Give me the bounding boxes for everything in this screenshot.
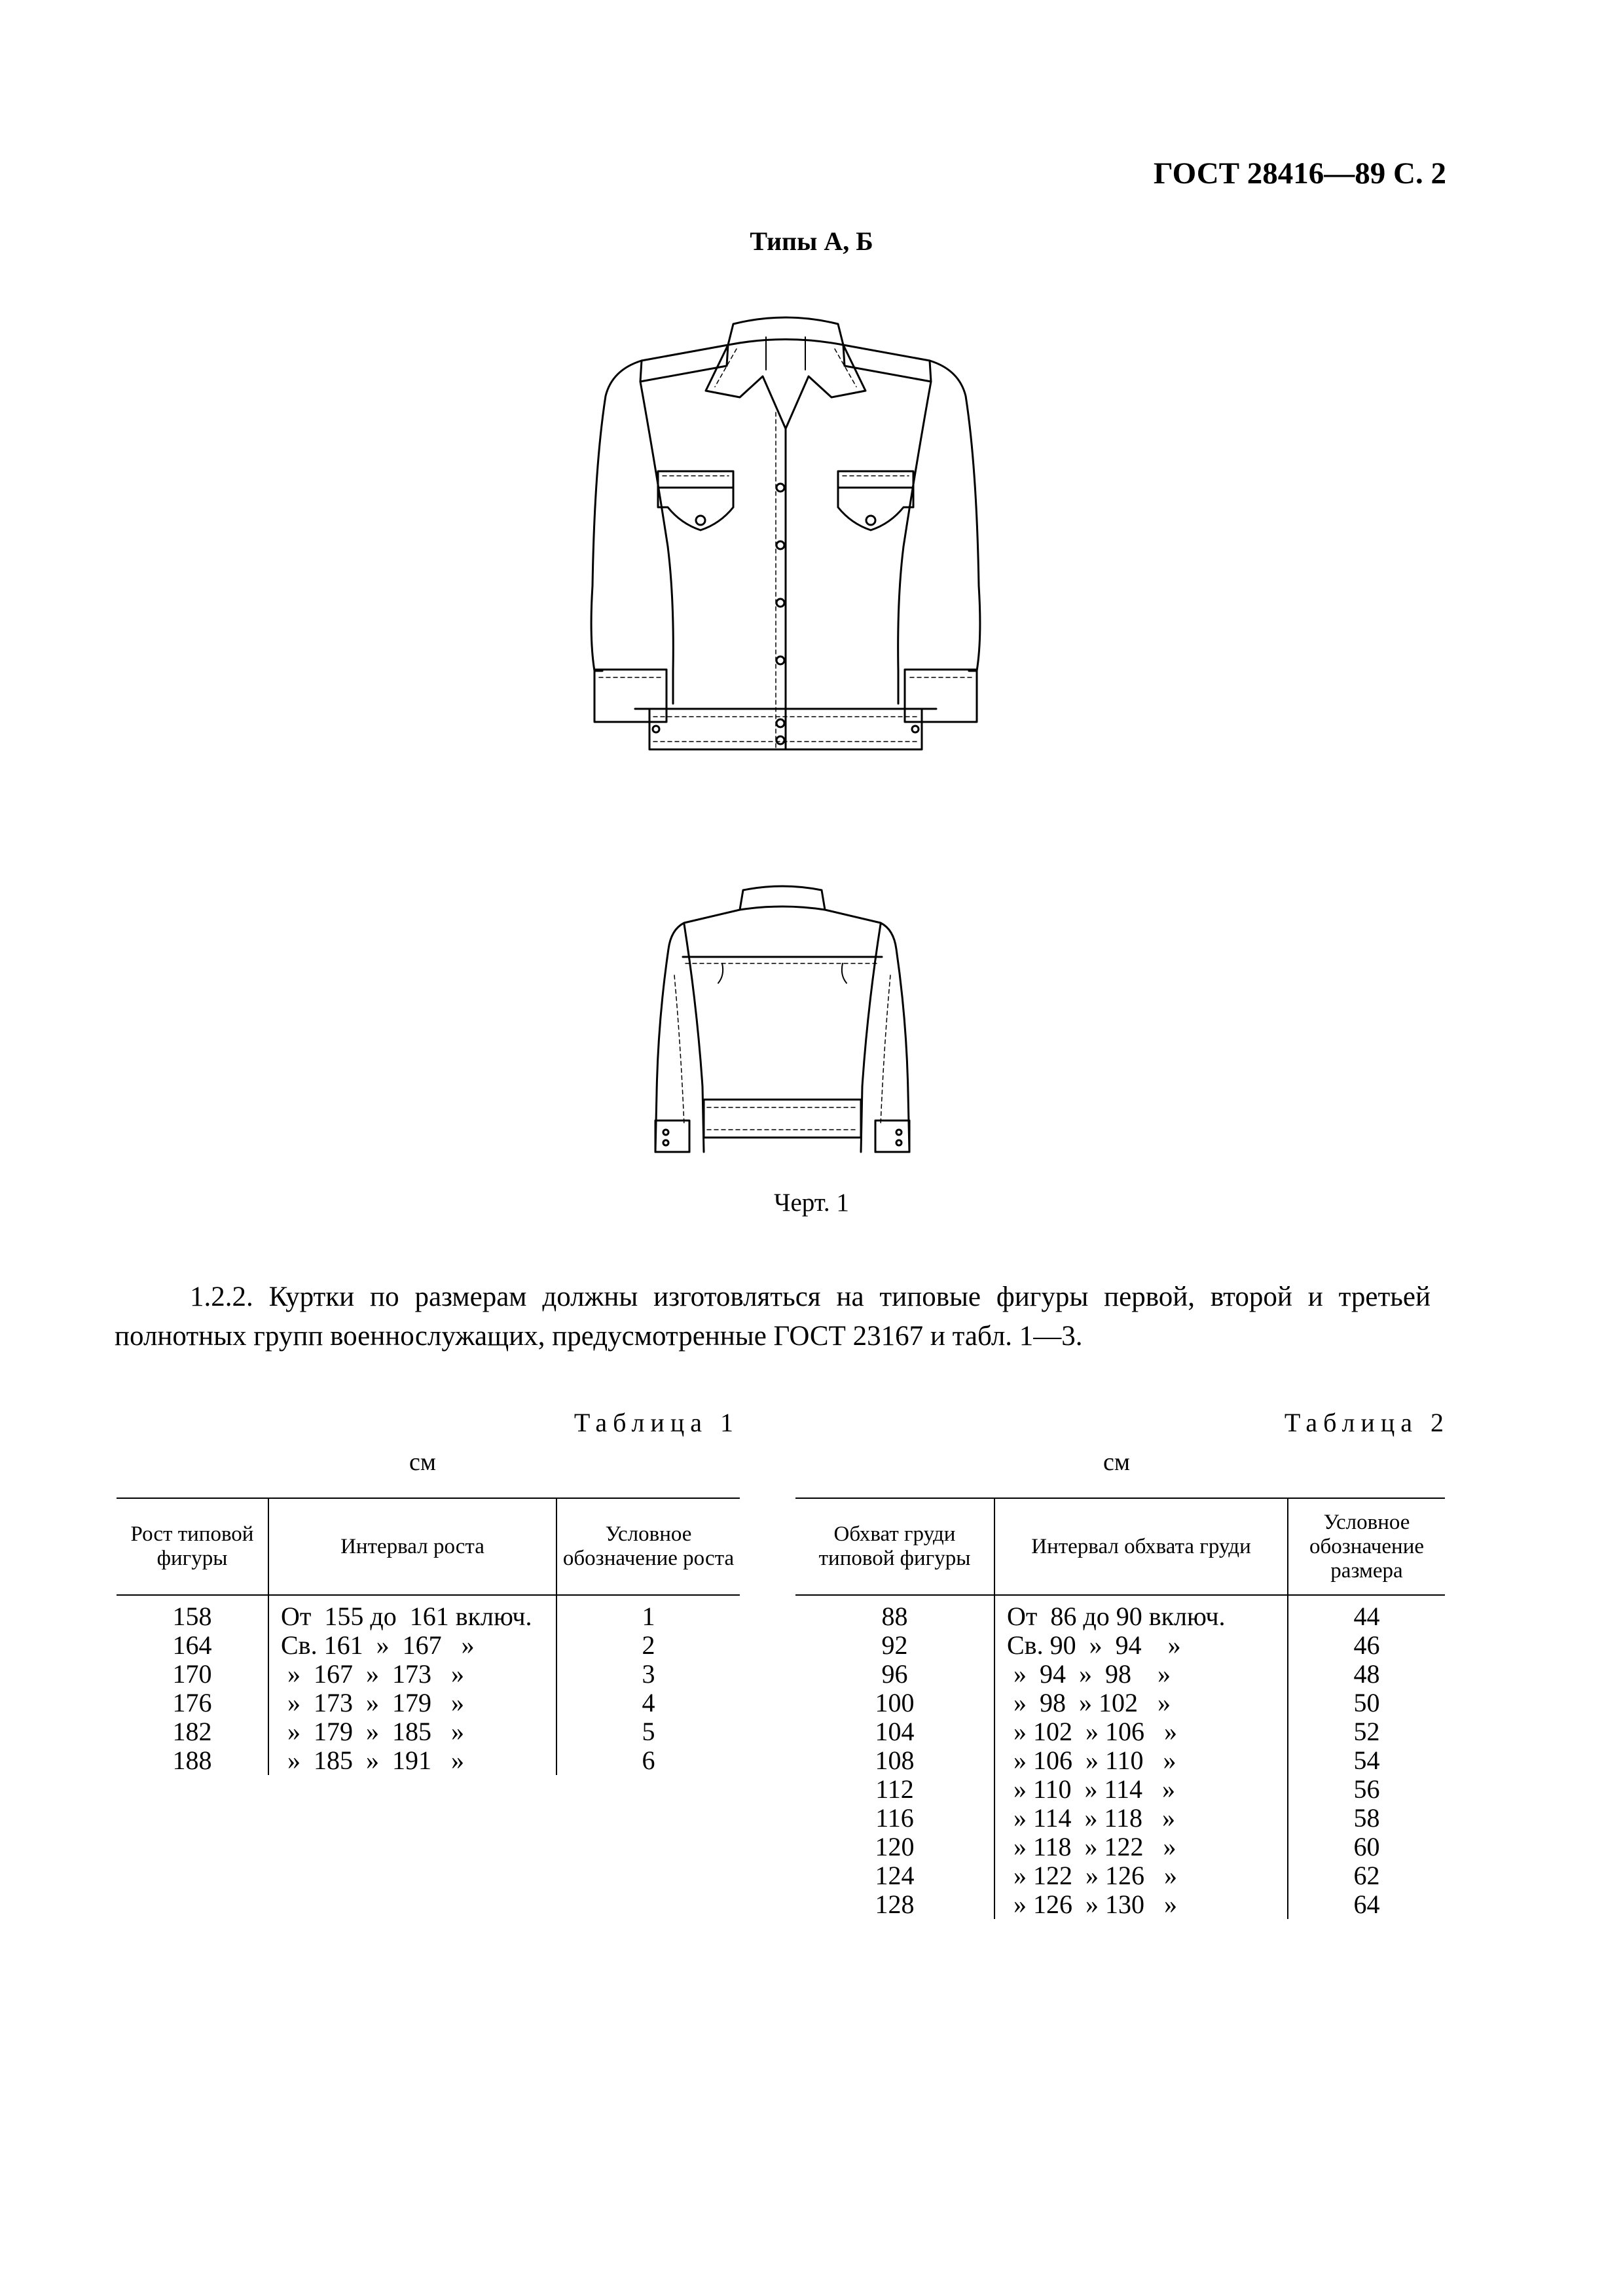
table-row: [795, 1861, 1445, 1890]
table-cell: Св. 90 » 94 »: [994, 1631, 1288, 1660]
table-cell: 100: [875, 1688, 915, 1717]
table-row: [795, 1689, 1445, 1717]
table-cell: 176: [172, 1688, 212, 1717]
table2-caption: Таблица 2: [1284, 1408, 1450, 1437]
table-cell: 108: [875, 1746, 915, 1775]
table-cell: 54: [1288, 1746, 1445, 1775]
table-cell: 164: [172, 1630, 212, 1660]
table-cell: 52: [1288, 1717, 1445, 1746]
table-cell: 158: [172, 1602, 212, 1631]
table-row: [795, 1890, 1445, 1919]
table-cell: » 126 » 130 »: [994, 1890, 1288, 1919]
table-row: [795, 1833, 1445, 1861]
table-cell: » 173 » 179 »: [268, 1689, 556, 1717]
table-row: [795, 1804, 1445, 1833]
table-cell: 48: [1288, 1660, 1445, 1689]
table-row: [795, 1775, 1445, 1804]
table-cell: 104: [875, 1717, 915, 1746]
table-cell: 1: [556, 1595, 740, 1631]
table-cell: » 185 » 191 »: [268, 1746, 556, 1775]
table-cell: » 94 » 98 »: [994, 1660, 1288, 1689]
table-cell: 46: [1288, 1631, 1445, 1660]
table-cell: 116: [875, 1803, 914, 1833]
table-cell: » 110 » 114 »: [994, 1775, 1288, 1804]
table1-header-interval: Интервал роста: [268, 1498, 556, 1595]
table-row: [117, 1717, 740, 1746]
document-code-header: ГОСТ 28416—89 С. 2: [1153, 156, 1446, 190]
table-cell: 50: [1288, 1689, 1445, 1717]
table1-caption: Таблица 1: [574, 1408, 739, 1437]
table1-header-code: Условное обозначение роста: [556, 1498, 740, 1595]
table-cell: 60: [1288, 1833, 1445, 1861]
table-row: [795, 1595, 1445, 1631]
table-cell: » 122 » 126 »: [994, 1861, 1288, 1890]
table-cell: 170: [172, 1659, 212, 1689]
table-cell: » 98 » 102 »: [994, 1689, 1288, 1717]
table-cell: » 179 » 185 »: [268, 1717, 556, 1746]
table-row: [795, 1631, 1445, 1660]
table-cell: » 118 » 122 »: [994, 1833, 1288, 1861]
table-cell: 128: [875, 1890, 915, 1919]
table-cell: 112: [875, 1774, 914, 1804]
figure-caption: Черт. 1: [774, 1189, 849, 1217]
table-cell: » 106 » 110 »: [994, 1746, 1288, 1775]
table-cell: 2: [556, 1631, 740, 1660]
table-cell: От 155 до 161 включ.: [268, 1595, 556, 1631]
table-cell: 120: [875, 1832, 915, 1861]
table1: [117, 1498, 740, 1775]
table-cell: 58: [1288, 1804, 1445, 1833]
table-cell: 3: [556, 1660, 740, 1689]
table-cell: 182: [172, 1717, 212, 1746]
table-row: [117, 1595, 740, 1631]
figure-title: Типы А, Б: [750, 226, 873, 256]
table-cell: 44: [1288, 1595, 1445, 1631]
table-cell: 62: [1288, 1861, 1445, 1890]
jacket-front-drawing: [537, 298, 1034, 795]
table-cell: Св. 161 » 167 »: [268, 1631, 556, 1660]
table2-header-chest: Обхват груди типовой фигуры: [795, 1498, 994, 1595]
table-cell: 92: [881, 1630, 908, 1660]
table2-unit: см: [1103, 1448, 1130, 1476]
table-row: [117, 1660, 740, 1689]
table-row: [795, 1746, 1445, 1775]
table-cell: » 167 » 173 »: [268, 1660, 556, 1689]
table-cell: 88: [881, 1602, 908, 1631]
table-cell: 96: [881, 1659, 908, 1689]
table2-header-interval: Интервал обхвата груди: [994, 1498, 1288, 1595]
table-cell: 64: [1288, 1890, 1445, 1919]
table2: [795, 1498, 1445, 1919]
table-cell: 124: [875, 1861, 915, 1890]
table-cell: » 114 » 118 »: [994, 1804, 1288, 1833]
table-cell: » 102 » 106 »: [994, 1717, 1288, 1746]
jacket-back-drawing: [645, 877, 920, 1165]
table-cell: От 86 до 90 включ.: [994, 1595, 1288, 1631]
table-cell: 56: [1288, 1775, 1445, 1804]
table-row: [795, 1717, 1445, 1746]
table-row: [117, 1631, 740, 1660]
table1-header-height: Рост типовой фигуры: [117, 1498, 268, 1595]
table-row: [795, 1660, 1445, 1689]
table-cell: 5: [556, 1717, 740, 1746]
table2-header-code: Условное обозначение размера: [1288, 1498, 1445, 1595]
body-paragraph: 1.2.2. Куртки по размерам должны изготовляться на типовые фигуры первой, второй и третьей полнотных групп военнослужащих, предусмотренные ГОСТ 23167 и табл. 1—3.: [115, 1282, 1431, 1352]
table1-unit: см: [409, 1448, 436, 1476]
table-cell: 188: [172, 1746, 212, 1775]
table-row: [117, 1746, 740, 1775]
table-cell: 4: [556, 1689, 740, 1717]
table-row: [117, 1689, 740, 1717]
table-cell: 6: [556, 1746, 740, 1775]
